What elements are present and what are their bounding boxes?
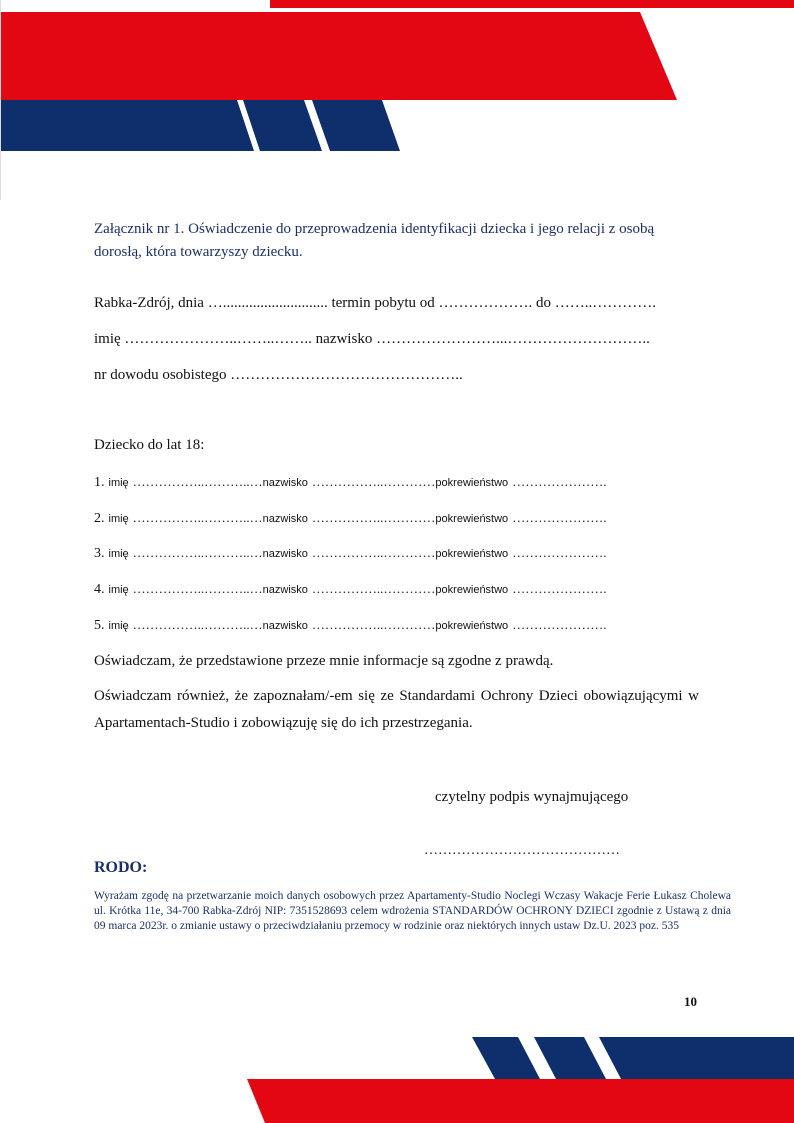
last-name-blank: ……………..………… (311, 510, 436, 525)
relationship-blank: …………………. (512, 545, 607, 560)
last-name-label: nazwisko (262, 620, 308, 632)
first-name-label: imię (108, 513, 129, 525)
first-name-blank: ……………..………..… (132, 474, 263, 489)
id-number-field: nr dowodu osobistego ……………………………………….. (94, 367, 463, 383)
relationship-blank: …………………. (512, 617, 607, 632)
last-name-blank: ……………..………… (311, 545, 436, 560)
first-name-blank: ……………..………..… (132, 545, 263, 560)
first-name-blank: ……………..………..… (132, 510, 263, 525)
last-name-blank: ……………..………… (311, 617, 436, 632)
first-name-blank: ……………..………..… (132, 581, 263, 596)
row-number: 3. (94, 546, 105, 561)
first-name-label: imię (108, 548, 129, 560)
child-row (94, 509, 698, 527)
row-number: 1. (94, 475, 105, 490)
relationship-blank: …………………. (512, 581, 607, 596)
rodo-title: RODO: (94, 859, 148, 876)
standards-statement: Oświadczam również, że zapoznałam/-em się ze Standardami Ochrony Dzieci obowiązującymi w Apartamentach-Studio i zobowiązuję się do ich przestrzegania. (94, 688, 699, 731)
relationship-blank: …………………. (512, 510, 607, 525)
date-and-stay-field: Rabka-Zdrój, dnia …............................ termin pobytu od ………………. do ……..…………. (94, 295, 657, 311)
children-title: Dziecko do lat 18: (94, 437, 205, 453)
relationship-label: pokrewieństwo (435, 620, 509, 632)
last-name-label: nazwisko (262, 477, 308, 489)
first-name-label: imię (108, 584, 129, 596)
header-decoration (0, 0, 794, 210)
last-name-blank: ……………..………… (311, 581, 436, 596)
relationship-label: pokrewieństwo (435, 584, 509, 596)
row-number: 4. (94, 582, 105, 597)
child-row (94, 544, 698, 562)
relationship-label: pokrewieństwo (435, 513, 509, 525)
row-number: 2. (94, 511, 105, 526)
child-row (94, 580, 698, 598)
last-name-label: nazwisko (262, 548, 308, 560)
first-name-label: imię (108, 477, 129, 489)
signature-label: czytelny podpis wynajmującego (435, 789, 629, 805)
row-number: 5. (94, 618, 105, 633)
last-name-blank: ……………..………… (311, 474, 436, 489)
last-name-label: nazwisko (262, 584, 308, 596)
relationship-label: pokrewieństwo (435, 477, 509, 489)
rodo-consent-text: Wyrażam zgodę na przetwarzanie moich danych osobowych przez Apartamenty-Studio Noclegi Wczasy Wakacje Ferie Łukasz Cholewa ul. Krótka 11e, 34-700 Rabka-Zdrój NIP: 7351528693 celem wdrożenia STANDARDÓW OCHRONY DZIECI zgodnie z Ustawą z dnia 09 marca 2023r. o zmianie ustawy o przeciwdziałaniu przemocy w rodzinie oraz niektórych innych ustaw Dz.U. 2023 poz. 535 (94, 890, 731, 932)
first-name-blank: ……………..………..… (132, 617, 263, 632)
relationship-blank: …………………. (512, 474, 607, 489)
child-row (94, 616, 698, 634)
first-name-label: imię (108, 620, 129, 632)
signature-line: …………………………………… (424, 843, 620, 858)
attachment-heading: Załącznik nr 1. Oświadczenie do przeprowadzenia identyfikacji dziecka i jego relacji z osobą dorosłą, która towarzyszy dziecku. (94, 221, 655, 260)
child-row (94, 473, 698, 491)
relationship-label: pokrewieństwo (435, 548, 509, 560)
page-number: 10 (684, 994, 697, 1009)
last-name-label: nazwisko (262, 513, 308, 525)
truthfulness-statement: Oświadczam, że przedstawione przeze mnie informacje są zgodne z prawdą. (94, 653, 554, 669)
name-field: imię …………………..……..…….. nazwisko ……………………...……………………….. (94, 331, 650, 347)
